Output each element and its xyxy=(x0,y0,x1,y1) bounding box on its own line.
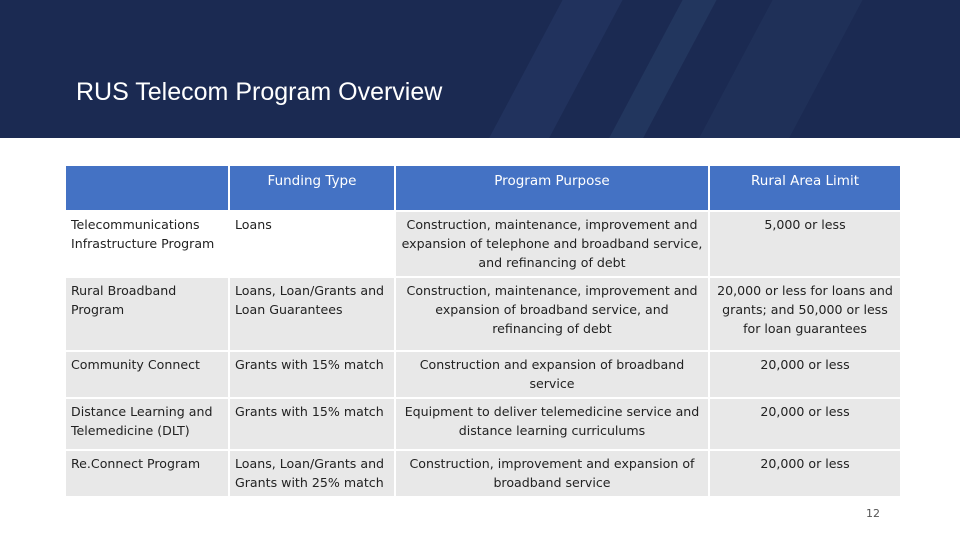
program-name-cell: Telecommunications Infrastructure Program xyxy=(71,217,215,251)
program-name-cell: Community Connect xyxy=(66,352,228,397)
rural-area-limit-cell: 20,000 or less xyxy=(710,399,900,449)
banner-decor-stripe xyxy=(467,0,633,138)
header-cell-program-purpose: Program Purpose xyxy=(396,166,708,210)
header-cell-funding-type: Funding Type xyxy=(230,166,394,210)
banner-decor-stripe xyxy=(677,0,873,138)
funding-type-cell: Loans, Loan/Grants and Loan Guarantees xyxy=(230,278,394,350)
program-name-cell: Re.Connect Program xyxy=(66,451,228,496)
program-name-cell: Distance Learning and Telemedicine (DLT) xyxy=(66,399,228,449)
table-header-row xyxy=(66,166,900,210)
page-number: 12 xyxy=(866,507,880,520)
program-name-cell: Rural Broadband Program xyxy=(66,278,228,350)
rural-area-limit-cell: 5,000 or less xyxy=(710,212,900,276)
funding-type-cell: Grants with 15% match xyxy=(230,352,394,397)
title-banner xyxy=(0,0,960,138)
program-purpose-cell: Equipment to deliver telemedicine service and distance learning curriculums xyxy=(396,399,708,449)
funding-type-cell: Loans, Loan/Grants and Grants with 25% match xyxy=(230,451,394,496)
rural-area-limit-cell: 20,000 or less for loans and grants; and 50,000 or less for loan guarantees xyxy=(710,278,900,350)
table-row xyxy=(66,399,900,449)
header-cell-program xyxy=(66,166,228,210)
program-purpose-cell: Construction, improvement and expansion of broadband service xyxy=(396,451,708,496)
program-purpose-cell: Construction and expansion of broadband service xyxy=(396,352,708,397)
rural-area-limit-cell: 20,000 or less xyxy=(710,352,900,397)
program-table xyxy=(64,164,902,498)
slide-title: RUS Telecom Program Overview xyxy=(76,78,443,106)
header-cell-rural-area-limit: Rural Area Limit xyxy=(710,166,900,210)
funding-type-cell: Grants with 15% match xyxy=(230,399,394,449)
table-row xyxy=(66,352,900,397)
program-purpose-cell: Construction, maintenance, improvement and expansion of telephone and broadband service, and refinancing of debt xyxy=(396,212,708,276)
funding-type-cell: Loans xyxy=(235,217,272,232)
program-purpose-cell: Construction, maintenance, improvement and expansion of broadband service, and refinancing of debt xyxy=(396,278,708,350)
table-row xyxy=(66,278,900,350)
table-row xyxy=(66,212,900,276)
table-row xyxy=(66,451,900,496)
rural-area-limit-cell: 20,000 or less xyxy=(710,451,900,496)
